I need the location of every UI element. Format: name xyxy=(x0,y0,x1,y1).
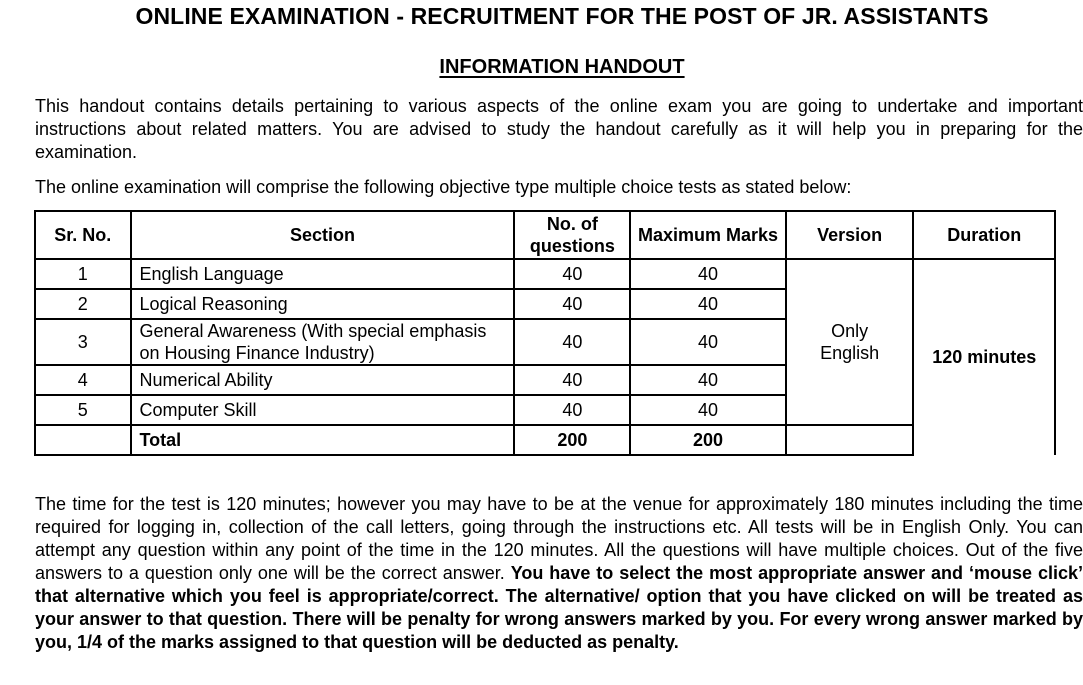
cell-sr: 5 xyxy=(35,395,131,425)
header-questions: No. of questions xyxy=(514,211,630,259)
cell-section xyxy=(131,319,515,365)
header-marks: Maximum Marks xyxy=(630,211,785,259)
header-section: Section xyxy=(131,211,515,259)
table-header-row xyxy=(35,211,1055,259)
table-intro-paragraph: The online examination will comprise the following objective type multiple choice tests as stated below: xyxy=(35,177,852,197)
subtitle-text: INFORMATION HANDOUT xyxy=(439,56,685,78)
cell-marks: 40 xyxy=(630,259,785,289)
cell-sr-empty xyxy=(35,425,131,455)
instructions-paragraph xyxy=(35,493,1083,654)
cell-total-label: Total xyxy=(131,425,515,455)
cell-questions: 40 xyxy=(514,395,630,425)
cell-marks: 40 xyxy=(630,395,785,425)
cell-total-marks: 200 xyxy=(630,425,785,455)
cell-questions: 40 xyxy=(514,319,630,365)
cell-marks: 40 xyxy=(630,319,785,365)
cell-sr: 2 xyxy=(35,289,131,319)
exam-sections-table xyxy=(34,210,1056,456)
cell-questions: 40 xyxy=(514,365,630,395)
document-subtitle xyxy=(0,56,1083,79)
cell-sr: 3 xyxy=(35,319,131,365)
cell-sr: 4 xyxy=(35,365,131,395)
cell-version-empty xyxy=(786,425,914,455)
header-duration: Duration xyxy=(913,211,1055,259)
cell-marks: 40 xyxy=(630,365,785,395)
cell-total-questions: 200 xyxy=(514,425,630,455)
instructions-bold-text: You have to select the most appropriate answer and ‘mouse click’ that alternative which you feel is appropriate/correct. The alternative/ option that you have clicked on will be treated as your answer to that question. There will be penalty for wrong answers marked by you. For every wrong answer marked by you, 1/4 of the marks assigned to that question will be deducted as penalty. xyxy=(35,563,1083,652)
cell-section: English Language xyxy=(131,259,515,289)
cell-duration: 120 minutes xyxy=(913,259,1055,455)
cell-version xyxy=(786,259,914,425)
header-version: Version xyxy=(786,211,914,259)
cell-section: Numerical Ability xyxy=(131,365,515,395)
cell-marks: 40 xyxy=(630,289,785,319)
cell-section: Logical Reasoning xyxy=(131,289,515,319)
cell-questions: 40 xyxy=(514,289,630,319)
version-text: Only English xyxy=(820,321,880,363)
document-title: ONLINE EXAMINATION - RECRUITMENT FOR THE POST OF JR. ASSISTANTS xyxy=(135,3,989,29)
cell-sr: 1 xyxy=(35,259,131,289)
table-total-row xyxy=(35,425,1055,455)
cell-section: Computer Skill xyxy=(131,395,515,425)
intro-paragraph: This handout contains details pertaining to various aspects of the online exam you are going to undertake and important instructions about related matters. You are advised to study the handout carefully as it will help you in preparing for the examination. xyxy=(35,96,1083,162)
table-row xyxy=(35,259,1055,289)
instructions-normal-text: The time for the test is 120 minutes; however you may have to be at the venue for approximately 180 minutes including the time required for logging in, collection of the call letters, going through the instructions etc. All tests will be in English Only. You can attempt any question within any point of the time in the 120 minutes. All the questions will have multiple choices. Out of the five answers to a question only one will be the correct answer. xyxy=(35,494,1083,583)
header-sr-no: Sr. No. xyxy=(35,211,131,259)
section-text: General Awareness (With special emphasis on Housing Finance Industry) xyxy=(139,321,487,363)
cell-questions: 40 xyxy=(514,259,630,289)
